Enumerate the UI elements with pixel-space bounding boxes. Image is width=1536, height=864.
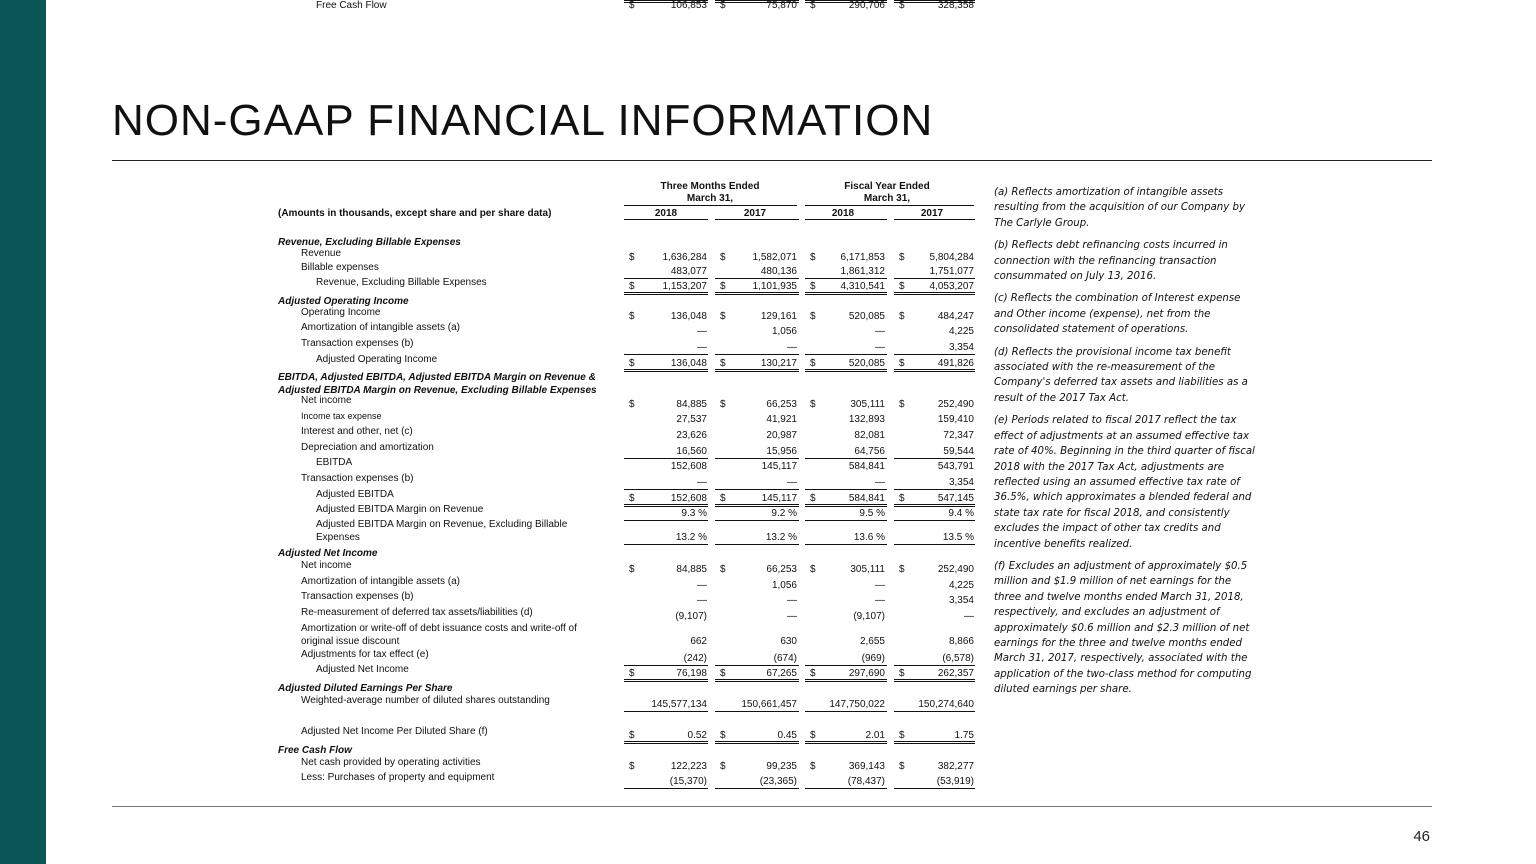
- table-cell-value: 2,655: [859, 636, 885, 647]
- cell-underline: [894, 544, 975, 545]
- table-cell-value: (9,107): [853, 611, 885, 622]
- group-header-rule: [624, 205, 797, 206]
- cell-underline: [715, 354, 799, 355]
- table-cell-value: 1,101,935: [752, 281, 797, 292]
- table-cell-value: 1,056: [771, 326, 797, 337]
- cell-double-underline: [805, 504, 887, 507]
- cell-underline: [894, 354, 975, 355]
- table-cell-value: 382,277: [937, 761, 974, 772]
- table-cell-value: (53,919): [936, 776, 974, 787]
- dollar-sign: $: [810, 0, 816, 11]
- cell-underline: [715, 520, 799, 521]
- cell-double-underline: [624, 292, 708, 295]
- cell-double-underline: [715, 504, 799, 507]
- table-cell-value: 1,153,207: [662, 281, 707, 292]
- table-cell-value: 305,111: [850, 564, 885, 575]
- footer-divider: [112, 806, 1432, 807]
- year-underline: [805, 219, 887, 220]
- dollar-sign: $: [629, 358, 635, 369]
- table-cell-value: 491,826: [937, 358, 974, 369]
- dollar-sign: $: [629, 493, 635, 504]
- table-cell-value: 27,537: [676, 414, 707, 425]
- row-label: Weighted-average number of diluted shares outstanding: [301, 695, 550, 706]
- cell-double-underline: [805, 679, 887, 682]
- table-cell-value: 136,048: [670, 311, 707, 322]
- table-cell-value: 252,490: [937, 399, 974, 410]
- row-label: Interest and other, net (c): [301, 426, 413, 437]
- table-cell-value: —: [697, 595, 707, 606]
- cell-underline: [624, 711, 708, 712]
- table-cell-value: 99,235: [766, 761, 797, 772]
- table-cell-value: 630: [780, 636, 797, 647]
- page-number: 46: [1413, 828, 1430, 845]
- cell-underline: [805, 489, 887, 490]
- table-cell-value: 72,347: [943, 430, 974, 441]
- table-cell-value: 8,866: [948, 636, 974, 647]
- table-cell-value: —: [697, 477, 707, 488]
- cell-double-underline: [624, 0, 708, 3]
- row-label: Re-measurement of deferred tax assets/liabilities (d): [301, 607, 533, 618]
- table-cell-value: 150,661,457: [741, 699, 797, 710]
- cell-underline: [624, 520, 708, 521]
- dollar-sign: $: [720, 493, 726, 504]
- table-cell-value: 4,053,207: [929, 281, 974, 292]
- table-cell-value: 584,841: [848, 461, 885, 472]
- table-cell-value: 82,081: [854, 430, 885, 441]
- table-cell-value: 543,791: [937, 461, 974, 472]
- year-underline: [624, 219, 708, 220]
- dollar-sign: $: [629, 252, 635, 263]
- table-cell-value: 290,706: [848, 0, 885, 11]
- dollar-sign: $: [810, 358, 816, 369]
- cell-underline: [715, 544, 799, 545]
- dollar-sign: $: [720, 252, 726, 263]
- cell-double-underline: [894, 369, 975, 372]
- table-cell-value: 9.2 %: [771, 508, 797, 519]
- table-cell-value: 1,582,071: [752, 252, 797, 263]
- row-label: Net cash provided by operating activities: [301, 757, 481, 768]
- row-label: Adjusted Net Income Per Diluted Share (f): [301, 726, 488, 737]
- row-label: Operating Income: [301, 307, 381, 318]
- cell-underline: [805, 278, 887, 279]
- table-cell-value: 5,804,284: [929, 252, 974, 263]
- row-label-line2: Expenses: [316, 532, 360, 543]
- dollar-sign: $: [720, 730, 726, 741]
- cell-underline: [624, 489, 708, 490]
- table-cell-value: 547,145: [937, 493, 974, 504]
- table-cell-value: (15,370): [669, 776, 707, 787]
- column-year-0: 2018: [654, 208, 678, 219]
- dollar-sign: $: [629, 0, 635, 11]
- cell-underline: [894, 278, 975, 279]
- table-cell-value: 4,225: [948, 326, 974, 337]
- footnote: (e) Periods related to fiscal 2017 reflect the tax effect of adjustments at an assumed effective tax rate of 40%. Beginning in the third quarter of fiscal 2018 with the 2017 Tax Act, adjustments are reflected using an assumed effective tax rate of 36.5%, which approximates a blended federal and state tax rate for fiscal 2018, and consistently excludes the impact of other tax credits and incentive benefits realized.: [994, 415, 1255, 550]
- table-cell-value: 84,885: [676, 399, 707, 410]
- footnote: (c) Reflects the combination of Interest expense and Other income (expense), net from the consolidated statement of operations.: [994, 293, 1241, 336]
- table-cell-value: 145,117: [761, 493, 797, 504]
- dollar-sign: $: [720, 668, 726, 679]
- cell-double-underline: [715, 292, 799, 295]
- dollar-sign: $: [810, 281, 816, 292]
- table-cell-value: 328,358: [937, 0, 974, 11]
- table-cell-value: (969): [861, 653, 885, 664]
- cell-double-underline: [894, 679, 975, 682]
- row-label: Less: Purchases of property and equipment: [301, 772, 495, 783]
- row-label: Revenue: [301, 248, 342, 259]
- dollar-sign: $: [899, 358, 905, 369]
- cell-double-underline: [894, 504, 975, 507]
- dollar-sign: $: [810, 399, 816, 410]
- amounts-label: (Amounts in thousands, except share and per share data): [278, 208, 552, 219]
- table-cell-value: 3,354: [948, 342, 974, 353]
- table-cell-value: 41,921: [766, 414, 797, 425]
- cell-double-underline: [624, 504, 708, 507]
- cell-underline: [894, 711, 975, 712]
- section-heading: Revenue, Excluding Billable Expenses: [278, 237, 461, 248]
- cell-underline: [805, 544, 887, 545]
- dollar-sign: $: [810, 730, 816, 741]
- row-label: Adjusted EBITDA Margin on Revenue, Excluding Billable: [316, 519, 568, 530]
- cell-underline: [715, 458, 799, 459]
- dollar-sign: $: [720, 281, 726, 292]
- table-cell-value: 122,223: [670, 761, 707, 772]
- page-title: NON-GAAP FINANCIAL INFORMATION: [112, 96, 934, 145]
- dollar-sign: $: [629, 761, 635, 772]
- cell-double-underline: [624, 679, 708, 682]
- table-cell-value: 2.01: [865, 730, 885, 741]
- table-cell-value: 0.52: [687, 730, 707, 741]
- row-label: Amortization of intangible assets (a): [301, 322, 460, 333]
- section-heading: Free Cash Flow: [278, 745, 352, 756]
- cell-underline: [805, 354, 887, 355]
- row-label: Adjusted Operating Income: [316, 354, 438, 365]
- dollar-sign: $: [899, 761, 905, 772]
- row-label: Income tax expense: [301, 411, 382, 421]
- dollar-sign: $: [899, 730, 905, 741]
- table-cell-value: 136,048: [670, 358, 707, 369]
- table-cell-value: —: [787, 595, 797, 606]
- cell-underline: [624, 665, 708, 666]
- dollar-sign: $: [899, 399, 905, 410]
- cell-double-underline: [715, 369, 799, 372]
- cell-double-underline: [715, 0, 799, 3]
- cell-underline: [715, 278, 799, 279]
- table-cell-value: (9,107): [675, 611, 707, 622]
- table-cell-value: —: [697, 580, 707, 591]
- table-cell-value: 262,357: [937, 668, 974, 679]
- table-cell-value: 9.4 %: [948, 508, 974, 519]
- table-cell-value: —: [875, 326, 885, 337]
- footnote: (b) Reflects debt refinancing costs incurred in connection with the refinancing transaction consummated on July 13, 2016.: [994, 240, 1228, 283]
- table-cell-value: 145,117: [761, 461, 797, 472]
- section-heading-line2: Adjusted EBITDA Margin on Revenue, Excluding Billable Expenses: [278, 385, 597, 396]
- cell-double-underline: [894, 0, 975, 3]
- table-cell-value: 59,544: [943, 446, 974, 457]
- cell-double-underline: [624, 741, 708, 744]
- dollar-sign: $: [899, 564, 905, 575]
- table-cell-value: 484,247: [937, 311, 974, 322]
- cell-underline: [805, 788, 887, 789]
- dollar-sign: $: [629, 668, 635, 679]
- cell-underline: [805, 520, 887, 521]
- table-cell-value: 1,861,312: [840, 266, 885, 277]
- dollar-sign: $: [899, 281, 905, 292]
- table-cell-value: 480,136: [760, 266, 797, 277]
- footnotes: [994, 185, 1256, 705]
- row-label: Transaction expenses (b): [301, 473, 414, 484]
- row-label: Revenue, Excluding Billable Expenses: [316, 277, 487, 288]
- row-label: EBITDA: [316, 457, 353, 468]
- table-cell-value: 4,225: [948, 580, 974, 591]
- row-label: Adjusted EBITDA Margin on Revenue: [316, 504, 484, 515]
- group-header-fiscal-year: Fiscal Year Ended: [844, 181, 930, 192]
- table-cell-value: 132,893: [848, 414, 885, 425]
- cell-double-underline: [805, 741, 887, 744]
- dollar-sign: $: [810, 761, 816, 772]
- section-heading: Adjusted Operating Income: [278, 296, 409, 307]
- table-cell-value: 3,354: [948, 477, 974, 488]
- table-cell-value: 159,410: [937, 414, 974, 425]
- footnote: (a) Reflects amortization of intangible assets resulting from the acquisition of our Company by The Carlyle Group.: [994, 187, 1246, 229]
- table-cell-value: (23,365): [759, 776, 797, 787]
- table-cell-value: —: [787, 342, 797, 353]
- row-label: Billable expenses: [301, 262, 379, 273]
- column-year-3: 2017: [920, 208, 944, 219]
- cell-underline: [894, 520, 975, 521]
- row-label-line2: original issue discount: [301, 636, 400, 647]
- cell-double-underline: [894, 292, 975, 295]
- table-cell-value: 152,608: [670, 461, 707, 472]
- table-cell-value: 20,987: [766, 430, 797, 441]
- dollar-sign: $: [810, 311, 816, 322]
- table-cell-value: 64,756: [854, 446, 885, 457]
- table-cell-value: 129,161: [760, 311, 797, 322]
- section-heading: Adjusted Net Income: [278, 548, 378, 559]
- table-cell-value: —: [875, 342, 885, 353]
- table-cell-value: 1,056: [771, 580, 797, 591]
- row-label: Net income: [301, 395, 352, 406]
- table-cell-value: 9.5 %: [859, 508, 885, 519]
- table-cell-value: 16,560: [676, 446, 707, 457]
- table-cell-value: 520,085: [848, 311, 885, 322]
- group-header-three-months-date: March 31,: [686, 193, 734, 204]
- cell-underline: [624, 278, 708, 279]
- table-cell-value: 106,853: [670, 0, 707, 11]
- dollar-sign: $: [629, 564, 635, 575]
- table-cell-value: (78,437): [847, 776, 885, 787]
- table-cell-value: 9.3 %: [681, 508, 707, 519]
- dollar-sign: $: [899, 311, 905, 322]
- section-heading: EBITDA, Adjusted EBITDA, Adjusted EBITDA Margin on Revenue &: [278, 372, 596, 383]
- table-cell-value: 252,490: [937, 564, 974, 575]
- cell-underline: [624, 788, 708, 789]
- year-underline: [715, 219, 799, 220]
- footnote: (d) Reflects the provisional income tax benefit associated with the re-measurement of the Company's deferred tax assets and liabilities as a result of the 2017 Tax Act.: [994, 346, 1248, 404]
- table-cell-value: (242): [683, 653, 707, 664]
- cell-double-underline: [715, 679, 799, 682]
- table-cell-value: —: [875, 477, 885, 488]
- dollar-sign: $: [810, 564, 816, 575]
- row-label: Adjusted Net Income: [316, 664, 409, 675]
- cell-underline: [715, 489, 799, 490]
- table-cell-value: 15,956: [766, 446, 797, 457]
- dollar-sign: $: [720, 0, 726, 11]
- group-header-three-months: Three Months Ended: [660, 181, 760, 192]
- dollar-sign: $: [899, 668, 905, 679]
- dollar-sign: $: [629, 399, 635, 410]
- table-cell-value: —: [787, 611, 797, 622]
- table-cell-value: 483,077: [670, 266, 707, 277]
- dollar-sign: $: [629, 311, 635, 322]
- column-year-1: 2017: [743, 208, 767, 219]
- dollar-sign: $: [720, 761, 726, 772]
- dollar-sign: $: [720, 311, 726, 322]
- table-cell-value: 1.75: [954, 730, 974, 741]
- table-cell-value: 1,636,284: [662, 252, 707, 263]
- table-cell-value: 130,217: [760, 358, 797, 369]
- table-cell-value: (6,578): [942, 653, 974, 664]
- table-cell-value: (674): [773, 653, 797, 664]
- dollar-sign: $: [899, 0, 905, 11]
- table-cell-value: 150,274,640: [918, 699, 974, 710]
- table-cell-value: 145,577,134: [651, 699, 707, 710]
- dollar-sign: $: [810, 252, 816, 263]
- row-label: Net income: [301, 560, 352, 571]
- cell-double-underline: [894, 741, 975, 744]
- table-cell-value: 520,085: [848, 358, 885, 369]
- table-cell-value: 0.45: [777, 730, 797, 741]
- table-cell-value: 584,841: [848, 493, 885, 504]
- table-cell-value: —: [875, 595, 885, 606]
- table-cell-value: 147,750,022: [829, 699, 885, 710]
- group-header-fiscal-year-date: March 31,: [863, 193, 911, 204]
- dollar-sign: $: [899, 252, 905, 263]
- cell-underline: [715, 711, 799, 712]
- table-cell-value: 305,111: [850, 399, 885, 410]
- cell-underline: [894, 665, 975, 666]
- table-cell-value: 66,253: [766, 564, 797, 575]
- table-cell-value: 13.2 %: [675, 532, 707, 543]
- row-label: Transaction expenses (b): [301, 591, 414, 602]
- dollar-sign: $: [629, 281, 635, 292]
- cell-underline: [805, 665, 887, 666]
- dollar-sign: $: [720, 358, 726, 369]
- table-cell-value: —: [964, 611, 974, 622]
- cell-underline: [805, 458, 887, 459]
- table-cell-value: 84,885: [676, 564, 707, 575]
- table-cell-value: 76,198: [676, 668, 707, 679]
- table-cell-value: —: [875, 580, 885, 591]
- dollar-sign: $: [720, 399, 726, 410]
- table-cell-value: 152,608: [670, 493, 707, 504]
- table-cell-value: 662: [690, 636, 707, 647]
- table-cell-value: 13.2 %: [765, 532, 797, 543]
- column-year-2: 2018: [831, 208, 855, 219]
- table-cell-value: 13.5 %: [942, 532, 974, 543]
- year-underline: [894, 219, 975, 220]
- dollar-sign: $: [720, 564, 726, 575]
- row-label: Free Cash Flow: [316, 0, 387, 11]
- cell-underline: [805, 711, 887, 712]
- row-label: Depreciation and amortization: [301, 442, 434, 453]
- group-header-rule: [805, 205, 974, 206]
- cell-double-underline: [805, 0, 887, 3]
- dollar-sign: $: [810, 668, 816, 679]
- cell-underline: [624, 458, 708, 459]
- row-label: Amortization of intangible assets (a): [301, 576, 460, 587]
- table-cell-value: 67,265: [766, 668, 797, 679]
- table-cell-value: 75,870: [766, 0, 797, 11]
- cell-double-underline: [624, 369, 708, 372]
- table-cell-value: —: [697, 326, 707, 337]
- cell-underline: [624, 354, 708, 355]
- table-cell-value: 297,690: [848, 668, 885, 679]
- cell-underline: [894, 788, 975, 789]
- row-label: Adjustments for tax effect (e): [301, 649, 429, 660]
- cell-underline: [715, 665, 799, 666]
- table-cell-value: 66,253: [766, 399, 797, 410]
- table-cell-value: 369,143: [848, 761, 885, 772]
- cell-underline: [624, 544, 708, 545]
- table-cell-value: —: [787, 477, 797, 488]
- dollar-sign: $: [899, 493, 905, 504]
- footnote: (f) Excludes an adjustment of approximately $0.5 million and $1.9 million of net earnings for the three and twelve months ended March 31, 2018, respectively, and excludes an adjustment of approximately $0.6 million and $2.3 million of net earnings for the three and twelve months ended March 31, 2017, respectively, associated with the application of the two-class method for computing diluted earnings per share.: [994, 560, 1252, 696]
- row-label: Adjusted EBITDA: [316, 489, 394, 500]
- table-cell-value: 23,626: [676, 430, 707, 441]
- cell-underline: [894, 458, 975, 459]
- cell-underline: [894, 489, 975, 490]
- section-heading: Adjusted Diluted Earnings Per Share: [278, 683, 453, 694]
- row-label: Transaction expenses (b): [301, 338, 414, 349]
- row-label: Amortization or write-off of debt issuance costs and write-off of: [301, 623, 577, 634]
- dollar-sign: $: [629, 730, 635, 741]
- table-cell-value: 6,171,853: [840, 252, 885, 263]
- table-cell-value: 13.6 %: [853, 532, 885, 543]
- table-cell-value: 4,310,541: [840, 281, 885, 292]
- table-cell-value: 3,354: [948, 595, 974, 606]
- dollar-sign: $: [810, 493, 816, 504]
- table-cell-value: 1,751,077: [929, 266, 974, 277]
- cell-double-underline: [805, 369, 887, 372]
- cell-underline: [715, 788, 799, 789]
- cell-double-underline: [805, 292, 887, 295]
- table-cell-value: —: [697, 342, 707, 353]
- cell-double-underline: [715, 741, 799, 744]
